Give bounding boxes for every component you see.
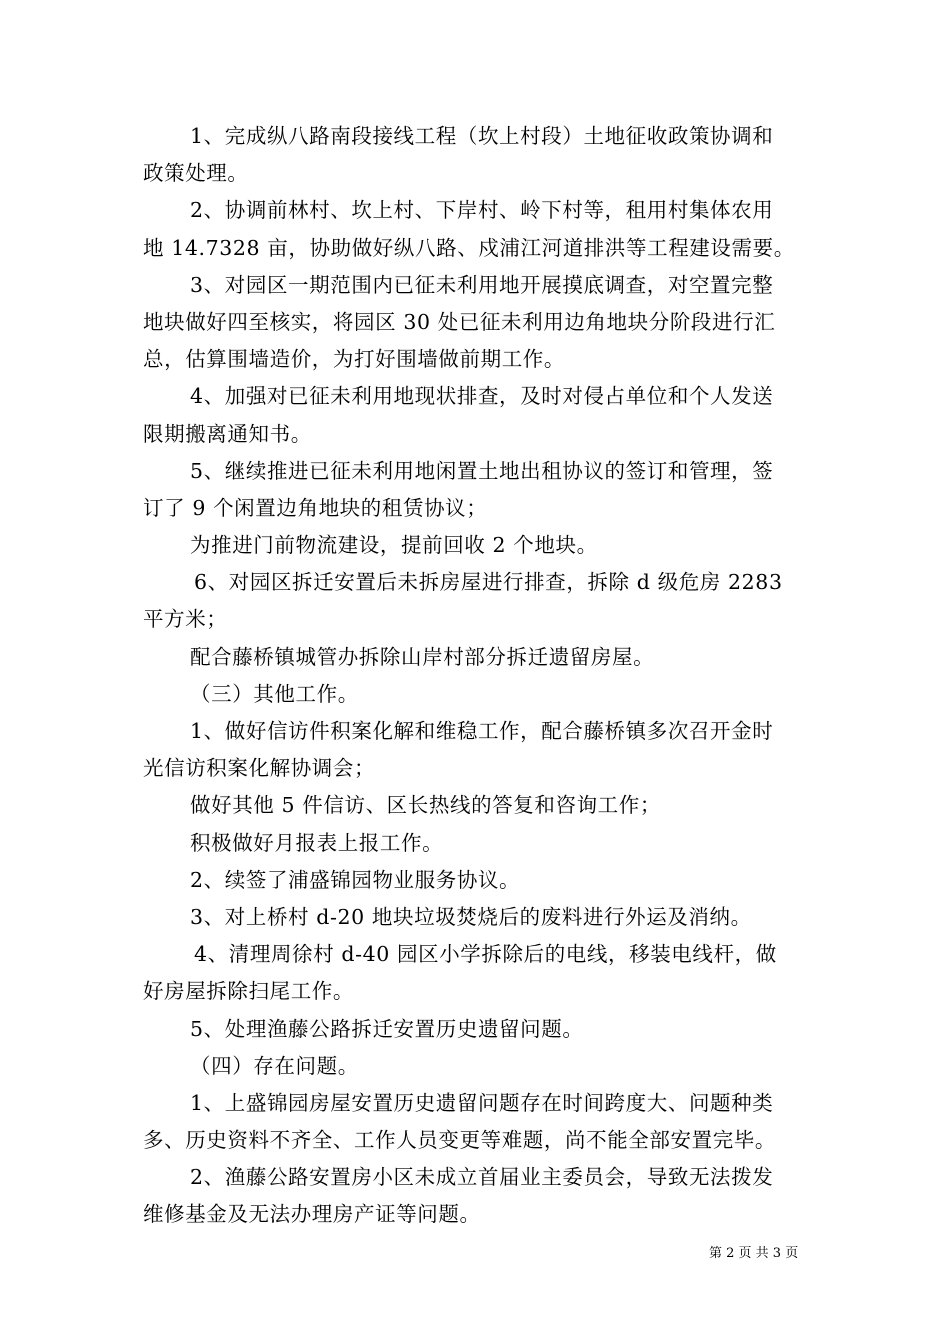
- paragraph-line: 2、续签了浦盛锦园物业服务协议。: [190, 867, 521, 892]
- paragraph-line: 地 14.7328 亩，协助做好纵八路、戍浦江河道排洪等工程建设需要。: [143, 235, 795, 260]
- paragraph-line: 多、历史资料不齐全、工作人员变更等难题，尚不能全部安置完毕。: [143, 1128, 776, 1153]
- document-body: [143, 118, 808, 1234]
- section-heading: （三）其他工作。: [190, 681, 359, 706]
- paragraph-line: 平方米；: [143, 607, 228, 632]
- paragraph-line: 订了 9 个闲置边角地块的租赁协议；: [143, 495, 488, 520]
- paragraph-line: 总，估算围墙造价，为打好围墙做前期工作。: [143, 347, 565, 372]
- paragraph-line: 限期搬离通知书。: [143, 421, 312, 446]
- paragraph-line: 政策处理。: [143, 161, 249, 186]
- paragraph-line: 1、做好信访件积案化解和维稳工作，配合藤桥镇多次召开金时: [190, 719, 774, 743]
- section-heading: （四）存在问题。: [190, 1053, 359, 1078]
- paragraph-line: 光信访积案化解协调会；: [143, 756, 376, 781]
- paragraph-line: 5、处理渔藤公路拆迁安置历史遗留问题。: [190, 1016, 584, 1041]
- paragraph-line: 1、完成纵八路南段接线工程（坎上村段）土地征收政策协调和: [190, 124, 774, 148]
- paragraph-line: 为推进门前物流建设，提前回收 2 个地块。: [190, 533, 598, 558]
- paragraph-line: 5、继续推进已征未利用地闲置土地出租协议的签订和管理，签: [190, 458, 774, 483]
- paragraph-line: 地块做好四至核实，将园区 30 处已征未利用边角地块分阶段进行汇: [143, 309, 776, 334]
- paragraph-line: 2、渔藤公路安置房小区未成立首届业主委员会，导致无法拨发: [190, 1165, 774, 1190]
- page-number: 第 2 页 共 3 页: [709, 1246, 799, 1261]
- paragraph-line: 4、加强对已征未利用地现状排查，及时对侵占单位和个人发送: [190, 384, 774, 409]
- paragraph-line: 做好其他 5 件信访、区长热线的答复和咨询工作；: [190, 793, 661, 818]
- paragraph-line: 6、对园区拆迁安置后未拆房屋进行排查，拆除 d 级危房 2283: [194, 570, 783, 595]
- paragraph-line: 2、协调前林村、坎上村、下岸村、岭下村等，租用村集体农用: [190, 198, 774, 223]
- paragraph-line: 4、清理周徐村 d-40 园区小学拆除后的电线，移装电线杆，做: [194, 942, 777, 967]
- paragraph-line: 积极做好月报表上报工作。: [190, 830, 444, 855]
- paragraph-line: 维修基金及无法办理房产证等问题。: [143, 1202, 481, 1227]
- paragraph-line: 3、对园区一期范围内已征未利用地开展摸底调查，对空置完整: [190, 272, 774, 297]
- paragraph-line: 3、对上桥村 d-20 地块垃圾焚烧后的废料进行外运及消纳。: [190, 904, 752, 929]
- paragraph-line: 配合藤桥镇城管办拆除山岸村部分拆迁遗留房屋。: [190, 644, 655, 669]
- paragraph-line: 好房屋拆除扫尾工作。: [143, 979, 354, 1004]
- paragraph-line: 1、上盛锦园房屋安置历史遗留问题存在时间跨度大、问题种类: [190, 1090, 774, 1115]
